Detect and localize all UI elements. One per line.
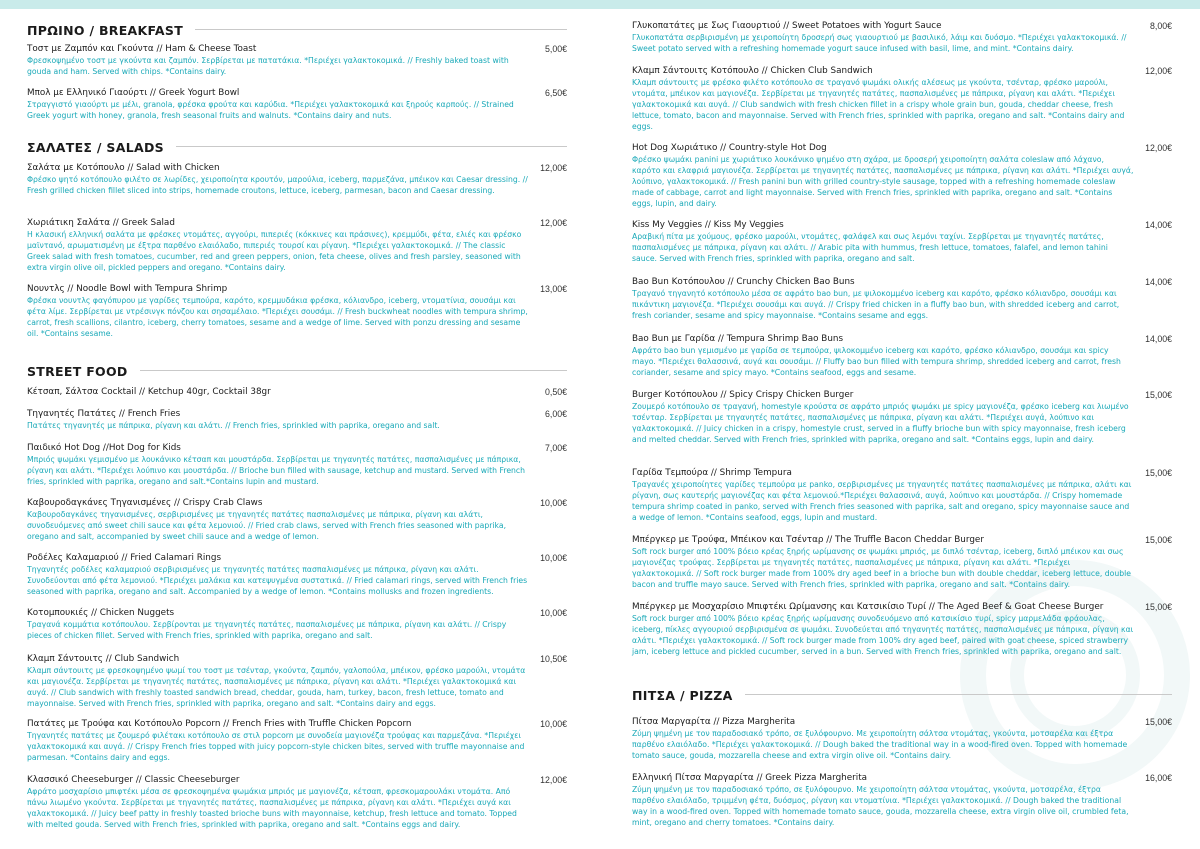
menu-item-description: Τηγανητές πατάτες με ζουμερό φιλέτακι κοτόπουλο σε στιλ popcorn με συνοδεία μαγιονέζα τρούφας και παρμεζάνα. *Περιέχει γαλακτοκομικά και αυγά. // Crispy French fries topped with juicy popcorn-style chicken bites, served with truffle mayonnaise and parmesan. *Contains dairy and eggs. [27,731,525,763]
menu-item-price: 0,50€ [544,387,567,397]
menu-item [27,775,567,830]
menu-item-name: Σαλάτα με Κοτόπουλο // Salad with Chicken [27,163,220,173]
menu-item-price: 13,00€ [540,284,567,294]
menu-item [27,44,567,77]
menu-item-name: Κοτομπουκιές // Chicken Nuggets [27,608,175,618]
menu-item-price: 14,00€ [1145,220,1172,230]
menu-item [632,390,1172,445]
menu-item-description: Στραγγιστό γιαούρτι με μέλι, granola, φρέσκα φρούτα και καρύδια. *Περιέχει γαλακτοκομικά και ξηρούς καρπούς. // Strained Greek yogurt with honey, granola, fresh seasonal fruits and walnuts. *Contains dairy and nuts. [27,100,514,121]
menu-item-name: Ροδέλες Καλαμαριού // Fried Calamari Rings [27,553,222,563]
menu-item [632,21,1172,54]
menu-item-description: Φρεσκοψημένο τοστ με γκούντα και ζαμπόν. Σερβίρεται με πατατάκια. *Περιέχει γαλακτοκομικά. // Freshly baked toast with gouda and ham. Served with chips. *Contains dairy. [27,56,509,77]
menu-item-price: 7,00€ [544,443,567,453]
section-divider [745,694,1172,695]
menu-item-description: Τηγανητές ροδέλες καλαμαριού σερβιρισμένες με τηγανητές πατάτες πασπαλισμένες με πάπρικα, ρίγανη και αλάτι. Συνοδεύονται από φέτα λεμονιού. *Περιέχει μαλάκια και κατεψυγμένα συστατικά. // Fried calamari rings, served with French fries seasoned with paprika, oregano and salt. Accompanied by a wedge of lemon. *Contains mollusks and frozen ingredients. [27,565,528,597]
menu-item [632,535,1172,590]
section-title: ΠΡΩΙΝΟ / BREAKFAST [27,23,184,38]
menu-item-description: Κλαμπ σάντουιτς με φρεσκοψημένο ψωμί του τοστ με τσένταρ, γκούντα, ζαμπόν, γαλοπούλα, μπέικον, φρέσκο μαρούλι, ντομάτα και μαγιονέζα. Σερβίρεται με τηγανητές πατάτες, πασπαλισμένες με πάπρικα, ρίγανη και αλάτι. *Περιέχει γαλακτοκομικά και αυγά. // Club sandwich with freshly toasted sandwich bread, cheddar, gouda, ham, turkey, bacon, fresh lettuce, tomato and mayonnaise. Served with French fries, sprinkled with paprika, oregano and salt. *Contains dairy and eggs. [27,666,526,709]
menu-item-price: 10,00€ [540,553,567,563]
menu-item-description: Αφράτο μοσχαρίσιο μπιφτέκι μέσα σε φρεσκοψημένα ψωμάκια μπριός με μαγιονέζα, κέτσαπ, φρεσκομαρουλάκι ντομάτα. Από πάνω λιωμένο γκούντα. Σερβίρεται με τηγανητές πατάτες, πασπαλισμένες με πάπρικα, ρίγανη και αλάτι. *Περιέχει αυγά και γαλακτοκομικά. // Juicy beef patty in freshly toasted brioche buns with mayonnaise, ketchup, fresh lettuce and tomato. Topped with melted gouda. Served with French fries, sprinkled with paprika, oregano and salt. *Contains eggs and dairy. [27,787,517,830]
menu-item [632,602,1172,657]
menu-item-name: Κλαμπ Σάντουιτς Κοτόπουλο // Chicken Club Sandwich [632,66,873,76]
section-divider [195,29,567,30]
menu-item [632,773,1172,828]
menu-item-price: 10,00€ [540,498,567,508]
menu-item [27,719,567,763]
menu-item-description: Soft rock burger από 100% βόειο κρέας ξηρής ωρίμανσης σε ψωμάκι μπριός, με διπλό τσένταρ, iceberg, διπλό μπέικον και σως μαγιονέζας τρούφας. Σερβίρεται με τηγανητές πατάτες, πασπαλισμένες με πάπρικα, ρίγανη και αλάτι. *Περιέχει γαλακτοκομικά. // Soft rock burger made from 100% dry aged beef in a brioche bun with double cheddar, iceberg lettuce, double bacon and truffle mayo sauce. Served with French fries, sprinkled with paprika, oregano and salt. *Contains dairy. [632,547,1131,590]
menu-item-description: Τραγανές χειροποίητες γαρίδες τεμπούρα με panko, σερβιρισμένες με τηγανητές πατάτες πασπαλισμένες με πάπρικα, αλάτι και ρίγανη, σως καυτερής μαγιονέζας και φέτα λεμονιού.*Περιέχει θαλασσινά, αυγά, λούπινο και μουστάρδα. // Crispy homemade tempura shrimp coated in panko, served with French fries seasoned with paprika, salt and oregano, spicy mayonnaise sauce and a wedge of lemon. *Contains seafood, eggs, lupin and mustard. [632,480,1132,523]
menu-item [27,654,567,709]
section-header [632,685,1172,704]
menu-item-name: Bao Bun Κοτόπουλου // Crunchy Chicken Bao Buns [632,277,855,287]
menu-item-price: 12,00€ [540,163,567,173]
menu-item [27,553,567,597]
menu-item-price: 16,00€ [1145,773,1172,783]
menu-item [27,443,567,487]
menu-item [27,88,567,121]
menu-item-description: Τραγανά κομμάτια κοτόπουλου. Σερβίρονται με τηγανητές πατάτες, πασπαλισμένες με πάπρικα, ρίγανη και αλάτι. // Crispy pieces of chicken fillet. Served with French fries, sprinkled with paprika, oregano and salt. [27,620,507,641]
menu-item-name: Κέτσαπ, Σάλτσα Cocktail // Ketchup 40gr, Cocktail 38gr [27,387,271,397]
section-title: ΠΙΤΣΑ / PIZZA [632,688,733,703]
menu-item [27,218,567,273]
menu-item-price: 6,00€ [544,409,567,419]
menu-item-price: 14,00€ [1145,334,1172,344]
menu-item-name: Καβουροδαγκάνες Τηγανισμένες // Crispy Crab Claws [27,498,263,508]
menu-item [27,387,567,398]
menu-item-description: Soft rock burger από 100% βόειο κρέας ξηρής ωρίμανσης συνοδευόμενο από κατσικίσιο τυρί, spicy μαρμελάδα φράουλας, iceberg, πίκλες αγγουριού σερβιρισμένα σε ψωμάκι. Συνοδεύεται από τηγανητές πατάτες, πασπαλισμένες με πάπρικα, ρίγανη και αλάτι. *Περιέχει γαλακτοκομικά. // Soft rock burger made from 100% dry aged beef, paired with goat cheese, spiced strawberry jam, iceberg lettuce and pickled cucumber, served in a bun. Served with French fries, sprinkled with paprika, oregano and salt. [632,614,1134,657]
section-title: STREET FOOD [27,364,128,379]
menu-item [27,163,567,196]
menu-item-name: Κλαμπ Σάντουιτς // Club Sandwich [27,654,180,664]
menu-item-description: Αφράτο bao bun γεμισμένο με γαρίδα σε τεμπούρα, ψιλοκομμένο iceberg και καρότο, φρέσκο κόλιανδρο, σουσάμι και spicy mayo. *Περιέχει θαλασσινά, αυγά και σουσάμι. // Fluffy bao bun filled with tempura shrimp, shredded iceberg and carrot, fresh coriander, sesame and spicy mayo. *Contains seafood, eggs and sesame. [632,346,1121,378]
menu-item-description: Ζύμη ψημένη με τον παραδοσιακό τρόπο, σε ξυλόφουρνο. Με χειροποίητη σάλτσα ντομάτας, γκούντα, μοτσαρέλα και έξτρα παρθένο ελαιόλαδο. *Περιέχει γαλακτοκομικά. // Dough baked the traditional way in a wood-fired oven. Topped with homemade tomato sauce, gouda, mozzarella cheese and extra virgin olive oil. *Contains dairy. [632,729,1128,761]
menu-item-price: 5,00€ [544,44,567,54]
menu-item-price: 10,00€ [540,719,567,729]
menu-item-name: Μπέργκερ με Τρούφα, Μπέικον και Τσένταρ // The Truffle Bacon Cheddar Burger [632,535,984,545]
menu-item-price: 10,50€ [540,654,567,664]
section-header [27,137,567,156]
section-header [27,361,567,380]
menu-item-price: 12,00€ [1145,143,1172,153]
menu-item [632,717,1172,761]
menu-item [632,277,1172,321]
menu-item-name: Παιδικό Hot Dog //Hot Dog for Kids [27,443,181,453]
menu-item-name: Πατάτες με Τρούφα και Κοτόπουλο Popcorn // French Fries with Truffle Chicken Popcorn [27,719,412,729]
section-title: ΣΑΛΑΤΕΣ / SALADS [27,140,164,155]
menu-item [27,608,567,641]
menu-item [632,220,1172,264]
menu-item-description: Ζύμη ψημένη με τον παραδοσιακό τρόπο, σε ξυλόφουρνο. Με χειροποίητη σάλτσα ντομάτας, γκούντα, μοτσαρέλα, έξτρα παρθένο ελαιόλαδο, τριμμένη φέτα, δυόσμος, ρίγανη και ντοματίνια. *Περιέχει γαλακτοκομικά. // Dough baked the traditional way in a wood-fired oven. Topped with homemade tomato sauce, gouda, mozzarella cheese, extra virgin olive oil, crumbled feta, mint, oregano and cherry tomatoes. *Contains dairy. [632,785,1129,828]
menu-item-name: Ελληνική Πίτσα Μαργαρίτα // Greek Pizza Margherita [632,773,868,783]
menu-item-price: 12,00€ [540,775,567,785]
menu-item [632,468,1172,523]
top-accent-bar [0,0,1200,9]
menu-item-price: 6,50€ [544,88,567,98]
menu-item-price: 12,00€ [540,218,567,228]
menu-item-description: Πατάτες τηγανητές με πάπρικα, ρίγανη και αλάτι. // French fries, sprinkled with paprika, oregano and salt. [27,421,440,430]
menu-item [632,334,1172,378]
menu-item-description: Αραβική πίτα με χούμους, φρέσκο μαρούλι, ντομάτες, φαλάφελ και σως λεμόνι ταχίνι. Σερβίρεται με τηγανητές πατάτες, πασπαλισμένες με πάπρικα, ρίγανη και αλάτι. // Arabic pita with hummus, fresh lettuce, tomatoes, falafel, and lemon tahini sauce. Served with French fries, sprinkled with paprika, oregano and salt. [632,232,1108,264]
menu-item [632,143,1172,209]
menu-item-description: Φρέσκο ψητό κοτόπουλο φιλέτο σε λωρίδες, χειροποίητα κρουτόν, μαρούλια, iceberg, παρμεζάνα, μπέικον και Caesar dressing. // Fresh grilled chicken fillet sliced into strips, homemade croutons, lettuce, iceberg, parmesan, bacon and Caesar dressing. [27,175,528,196]
menu-item-description: Φρέσκο ψωμάκι panini με χωριάτικο λουκάνικο ψημένο στη σχάρα, με δροσερή χειροποίητη σαλάτα coleslaw από λάχανο, καρότο και ελαφριά μαγιονέζα. Σερβίρεται με τηγανητές πατάτες, πασπαλισμένες με πάπρικα, ρίγανη και αλάτι. *Περιέχει αυγά, λούπινο, γαλακτοκομικά. // Fresh panini bun with grilled country-style sausage, topped with a refreshing homemade coleslaw made of cabbage, carrot and light mayonnaise. Served with French fries, sprinkled with paprika, oregano and salt. *Contains eggs, lupin, and dairy. [632,155,1134,209]
menu-item [632,66,1172,132]
menu-item-name: Νουντλς // Noodle Bowl with Tempura Shrimp [27,284,228,294]
menu-item-price: 15,00€ [1145,717,1172,727]
section-divider [176,146,567,147]
menu-item-price: 15,00€ [1145,535,1172,545]
menu-item-price: 15,00€ [1145,468,1172,478]
menu-item-name: Τηγανητές Πατάτες // French Fries [27,409,181,419]
menu-item-name: Γαρίδα Τεμπούρα // Shrimp Tempura [632,468,792,478]
menu-item-name: Γλυκοπατάτες με Σως Γιαουρτιού // Sweet Potatoes with Yogurt Sauce [632,21,942,31]
menu-item-description: Ζουμερό κοτόπουλο σε τραγανή, homestyle κρούστα σε αφράτο μπριός ψωμάκι με spicy μαγιονέζα, φρέσκο iceberg και λιωμένο τσένταρ. Σερβίρεται με τηγανητές πατάτες, πασπαλισμένες με πάπρικα, ρίγανη και αλάτι. *Περιέχει αυγά, λούπινο και γαλακτοκομικά. // Juicy chicken in a crispy, homestyle crust, served in a fluffy brioche bun with spicy mayonnaise, fresh iceberg and melted cheddar. Served with French fries, sprinkled with paprika, oregano and salt. *Contains eggs, lupin and dairy. [632,402,1129,445]
menu-item-name: Μπολ με Ελληνικό Γιαούρτι // Greek Yogurt Bowl [27,88,240,98]
menu-item-name: Χωριάτικη Σαλάτα // Greek Salad [27,218,175,228]
menu-item-price: 14,00€ [1145,277,1172,287]
menu-item [27,409,567,431]
menu-item-price: 15,00€ [1145,602,1172,612]
menu-item-name: Μπέργκερ με Μοσχαρίσιο Μπιφτέκι Ωρίμανσης και Κατσικίσιο Τυρί // The Aged Beef & Goat Cheese Burger [632,602,1104,612]
section-header [27,20,567,39]
menu-item-name: Kiss My Veggies // Kiss My Veggies [632,220,784,230]
menu-item-price: 8,00€ [1149,21,1172,31]
menu-item [27,284,567,339]
menu-item-name: Πίτσα Μαργαρίτα // Pizza Margherita [632,717,796,727]
menu-item-name: Burger Κοτόπουλου // Spicy Crispy Chicken Burger [632,390,854,400]
menu-item-description: Γλυκοπατάτα σερβιρισμένη με χειροποίητη δροσερή σως γιαουρτιού με βασιλικό, λάιμ και δυόσμο. *Περιέχει γαλακτοκομικά. // Sweet potato served with a refreshing homemade yogurt sauce infused with basil, lime, and mint. *Contains dairy. [632,33,1127,54]
menu-item-description: Φρέσκα νουντλς φαγόπυρου με γαρίδες τεμπούρα, καρότο, κρεμμυδάκια φρέσκα, κόλιανδρο, iceberg, ντοματίνια, σουσάμι και φέτα λίμε. Σερβίρεται με ντρέσινγκ πόνζου και σησαμέλαιο. *Περιέχει σουσάμι. // Fresh buckwheat noodles with tempura shrimp, carrot, fresh scallions, cilantro, iceberg, cherry tomatoes, sesame and a wedge of lime. Served with ponzu dressing and sesame oil. *Contains sesame. [27,296,528,339]
menu-item-name: Τοστ με Ζαμπόν και Γκούντα // Ham & Cheese Toast [27,44,257,54]
menu-item-name: Bao Bun με Γαρίδα // Tempura Shrimp Bao Buns [632,334,844,344]
menu-item-description: Κλαμπ σάντουιτς με φρέσκο φιλέτο κοτόπουλο σε τραγανό ψωμάκι ολικής αλέσεως με γκούντα, τσένταρ, φρέσκο μαρούλι, ντομάτα, μπέικον και μαγιονέζα. Σερβίρεται με τηγανητές πατάτες, πασπαλισμένες με πάπρικα, ρίγανη και αλάτι. *Περιέχει γαλακτοκομικά και αυγά. // Club sandwich with fresh chicken fillet in a crispy whole grain bun, gouda, cheddar cheese, fresh lettuce, tomato, bacon and mayonnaise. Served with French fries, sprinkled with paprika, oregano and salt. *Contains dairy and eggs. [632,78,1125,132]
menu-item-price: 12,00€ [1145,66,1172,76]
menu-item-description: Η κλασική ελληνική σαλάτα με φρέσκες ντομάτες, αγγούρι, πιπεριές (κόκκινες και πράσινες), κρεμμύδι, φέτα, ελιές και φρέσκο μαϊντανό, αρωματισμένη με έξτρα παρθένο ελαιόλαδο, πιπεριές τουρσί και ρίγανη. *Περιέχει γαλακτοκομικά. // The classic Greek salad with fresh tomatoes, cucumber, red and green peppers, onion, feta cheese, olives and fresh parsley, seasoned with extra virgin olive oil, pickled peppers and oregano. *Contains dairy. [27,230,522,273]
menu-item-description: Τραγανό τηγανητό κοτόπουλο μέσα σε αφράτο bao bun, με ψιλοκομμένο iceberg και καρότο, φρέσκο κόλιανδρο, σουσάμι και πικάντικη μαγιονέζα. *Περιέχει σουσάμι και αυγά. // Crispy fried chicken in a fluffy bao bun, with shredded iceberg and carrot, fresh coriander, sesame and spicy mayonnaise. *Contains sesame and eggs. [632,289,1120,321]
menu-item [27,498,567,542]
menu-item-description: Καβουροδαγκάνες τηγανισμένες, σερβιρισμένες με τηγανητές πατάτες πασπαλισμένες με πάπρικα, ρίγανη και αλάτι, συνοδευόμενες από sweet chili sauce και φέτα λεμονιού. // Fried crab claws, served with French fries seasoned with paprika, oregano and salt, accompanied by sweet chili sauce and a wedge of lemon. [27,510,507,542]
menu-item-name: Κλασσικό Cheeseburger // Classic Cheeseburger [27,775,240,785]
menu-item-description: Μπριός ψωμάκι γεμισμένο με λουκάνικο κέτσαπ και μουστάρδα. Σερβίρεται με τηγανητές πατάτες, πασπαλισμένες με πάπρικα, ρίγανη και αλάτι. *Περιέχει λούπινο και μουστάρδα. // Brioche bun filled with sausage, ketchup and mustard. Served with French fries, sprinkled with paprika, oregano and salt.*Contains lupin and mustard. [27,455,526,487]
menu-item-name: Hot Dog Χωριάτικο // Country-style Hot Dog [632,143,827,153]
menu-item-price: 15,00€ [1145,390,1172,400]
section-divider [140,370,567,371]
menu-item-price: 10,00€ [540,608,567,618]
